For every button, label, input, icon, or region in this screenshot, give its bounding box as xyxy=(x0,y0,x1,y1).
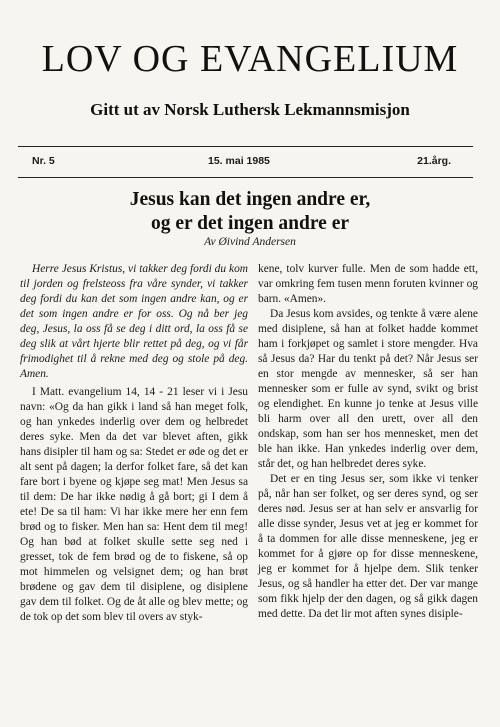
scripture-reading: I Matt. evangelium 14, 14 - 21 leser vi i Jesu navn: «Og da han gikk i land så han meget folk, og han ynkedes inderlig over dem og helbredet deres syke. Men da det var blevet aften, gikk hans disipler til ham og sa: Stedet er øde og det er alt sent på dagen; la derfor folket fare, så det kan fare bort i byene og kjøpe seg mat! Men Jesus sa til dem: De har ikke nødig å gå bort; gi I dem å ete! De sa til ham: Vi har ikke mere her enn fem brød og to fisker. Men han sa: Hent dem til meg! Og han bød at folket skulle sette seg ned i gresset, tok de fem brød og de to fiskene, så op mot himmelen og velsignet dem; og han brøt brødene og gav dem til disiplene, og disiplene gav dem til folket. Og de åt alle og blev mette; og de tok op det som blev til overs av styk- xyxy=(20,386,248,623)
article-byline: Av Øivind Andersen xyxy=(204,236,296,248)
article-title xyxy=(0,188,500,236)
body-paragraph: Det er en ting Jesus ser, som ikke vi tenker på, når han ser folket, og ser deres synd, og ser deres nød. Jesus ser at han selv er ansvarlig for alle disse synder, Jesus vet at jeg er kommet for å ta dommen for alle disse menneskene, jeg er kommet for å gjøre op for disse menneskene, jeg er kommet for å hjelpe dem. Slik tenker Jesus, og så handler ha etter det. Der var mange som fikk hjelp der den dagen, og så gikk dagen med dette. Da det lir mot aften synes disiple- xyxy=(258,473,478,620)
article-column-right xyxy=(258,262,478,622)
issue-date: 15. mai 1985 xyxy=(208,155,270,167)
scripture-continuation: kene, tolv kurver fulle. Men de som hadde ett, var omkring fem tusen menn foruten kvinner og barn. «Amen». xyxy=(258,263,478,305)
masthead-subtitle: Gitt ut av Norsk Luthersk Lekmannsmisjon xyxy=(90,100,410,119)
issue-bar xyxy=(18,146,473,178)
issue-number: Nr. 5 xyxy=(32,155,55,167)
issue-year: 21.årg. xyxy=(417,155,451,167)
body-paragraph: Da Jesus kom avsides, og tenkte å være alene med disiplene, så han at folket hadde kommet ham i forkjøpet og samlet i store mengder. Hva så Jesus da? Har du tenkt på det? Når Jesus ser en stor mengde av mennesker, så ser han mennesker som er fulle av synd, svikt og brist og elendighet. En kunne jo tenke at Jesus ville bli harm over all den urett, over all den ondskap, som han ser hos mennesket, men det ble han ikke. Han ynkedes inderlig over dem, står det, og han helbredet deres syke. xyxy=(258,308,478,470)
article-column-left xyxy=(20,262,248,625)
article-title-line-1: Jesus kan det ingen andre er, xyxy=(129,189,371,210)
article-title-line-2: og er det ingen andre er xyxy=(150,213,350,234)
opening-prayer: Herre Jesus Kristus, vi takker deg fordi du kom til jorden og frelsteoss fra våre synder, vi takker deg fordi du kan det som ingen andre kan, og er det som ingen andre er for oss. Og nå ber jeg deg, Jesus, la oss få se deg i ditt ord, la oss få se deg slik at vårt hjerte blir rettet på deg, og vi får frimodighet til å rekne med deg og stole på deg. Amen. xyxy=(20,263,248,380)
masthead-title: LOV OG EVANGELIUM xyxy=(41,38,459,80)
